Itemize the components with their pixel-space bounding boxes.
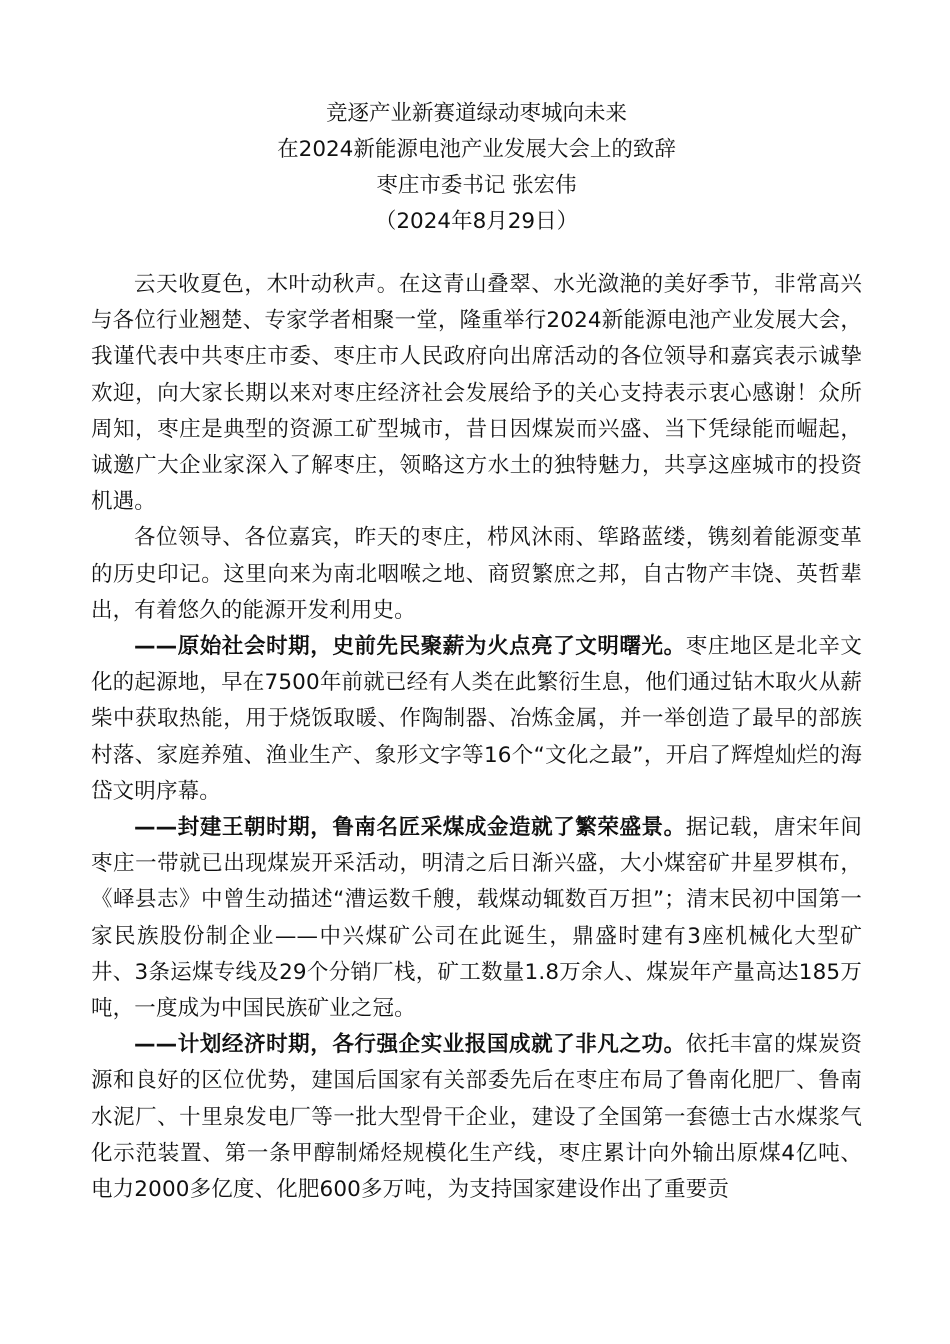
paragraph-5-text: 依托丰富的煤炭资源和良好的区位优势，建国后国家有关部委先后在枣庄布局了鲁南化肥厂、鲁南水泥厂、十里泉发电厂等一批大型骨干企业，建设了全国第一套德士古水煤浆气化示范装置、第一条甲醇制烯烃规模化生产线，枣庄累计向外输出原煤4亿吨、电力2000多亿度、化肥600多万吨，为支持国家建设作出了重要贡: [91, 1032, 862, 1203]
paragraph-4-lead: ——封建王朝时期，鲁南名匠采煤成金造就了繁荣盛景。: [134, 815, 686, 841]
paragraph-4: [91, 810, 862, 1027]
paragraph-3: [91, 629, 862, 810]
paragraph-1: [91, 267, 862, 520]
paragraph-2-text: 各位领导、各位嘉宾，昨天的枣庄，栉风沐雨、筚路蓝缕，镌刻着能源变革的历史印记。这里向来为南北咽喉之地、商贸繁庶之邦，自古物产丰饶、英哲辈出，有着悠久的能源开发利用史。: [91, 525, 862, 623]
paragraph-4-text: 据记载，唐宋年间枣庄一带就已出现煤炭开采活动，明清之后日渐兴盛，大小煤窑矿井星罗棋布，《峄县志》中曾生动描述“漕运数千艘，载煤动辄数百万担”；清末民初中国第一家民族股份制企业——中兴煤矿公司在此诞生，鼎盛时建有3座机械化大型矿井、3条运煤专线及29个分销厂栈，矿工数量1.8万余人、煤炭年产量高达185万吨，一度成为中国民族矿业之冠。: [91, 815, 862, 1022]
document-subtitle: 在2024新能源电池产业发展大会上的致辞: [277, 137, 676, 162]
paragraph-1-text: 云天收夏色，木叶动秋声。在这青山叠翠、水光潋滟的美好季节，非常高兴与各位行业翘楚、专家学者相聚一堂，隆重举行2024新能源电池产业发展大会，我谨代表中共枣庄市委、枣庄市人民政府向出席活动的各位领导和嘉宾表示诚挚欢迎，向大家长期以来对枣庄经济社会发展给予的关心支持表示衷心感谢！众所周知，枣庄是典型的资源工矿型城市，昔日因煤炭而兴盛、当下凭绿能而崛起，诚邀广大企业家深入了解枣庄，领略这方水土的独特魅力，共享这座城市的投资机遇。: [91, 272, 862, 515]
document-header: [91, 96, 862, 240]
paragraph-5: [91, 1027, 862, 1208]
document-date: （2024年8月29日）: [374, 209, 579, 234]
paragraph-2: [91, 520, 862, 629]
paragraph-3-text: 枣庄地区是北辛文化的起源地，早在7500年前就已经有人类在此繁衍生息，他们通过钻木取火从薪柴中获取热能，用于烧饭取暖、作陶制器、冶炼金属，并一举创造了最早的部族村落、家庭养殖、渔业生产、象形文字等16个“文化之最”，开启了辉煌灿烂的海岱文明序幕。: [91, 634, 862, 804]
document-title: 竞逐产业新赛道绿动枣城向未来: [325, 101, 627, 126]
document-body: [91, 267, 862, 1208]
paragraph-3-lead: ——原始社会时期，史前先民聚薪为火点亮了文明曙光。: [134, 634, 686, 660]
paragraph-5-lead: ——计划经济时期，各行强企实业报国成就了非凡之功。: [134, 1032, 686, 1058]
document-author: 枣庄市委书记 张宏伟: [376, 173, 577, 198]
